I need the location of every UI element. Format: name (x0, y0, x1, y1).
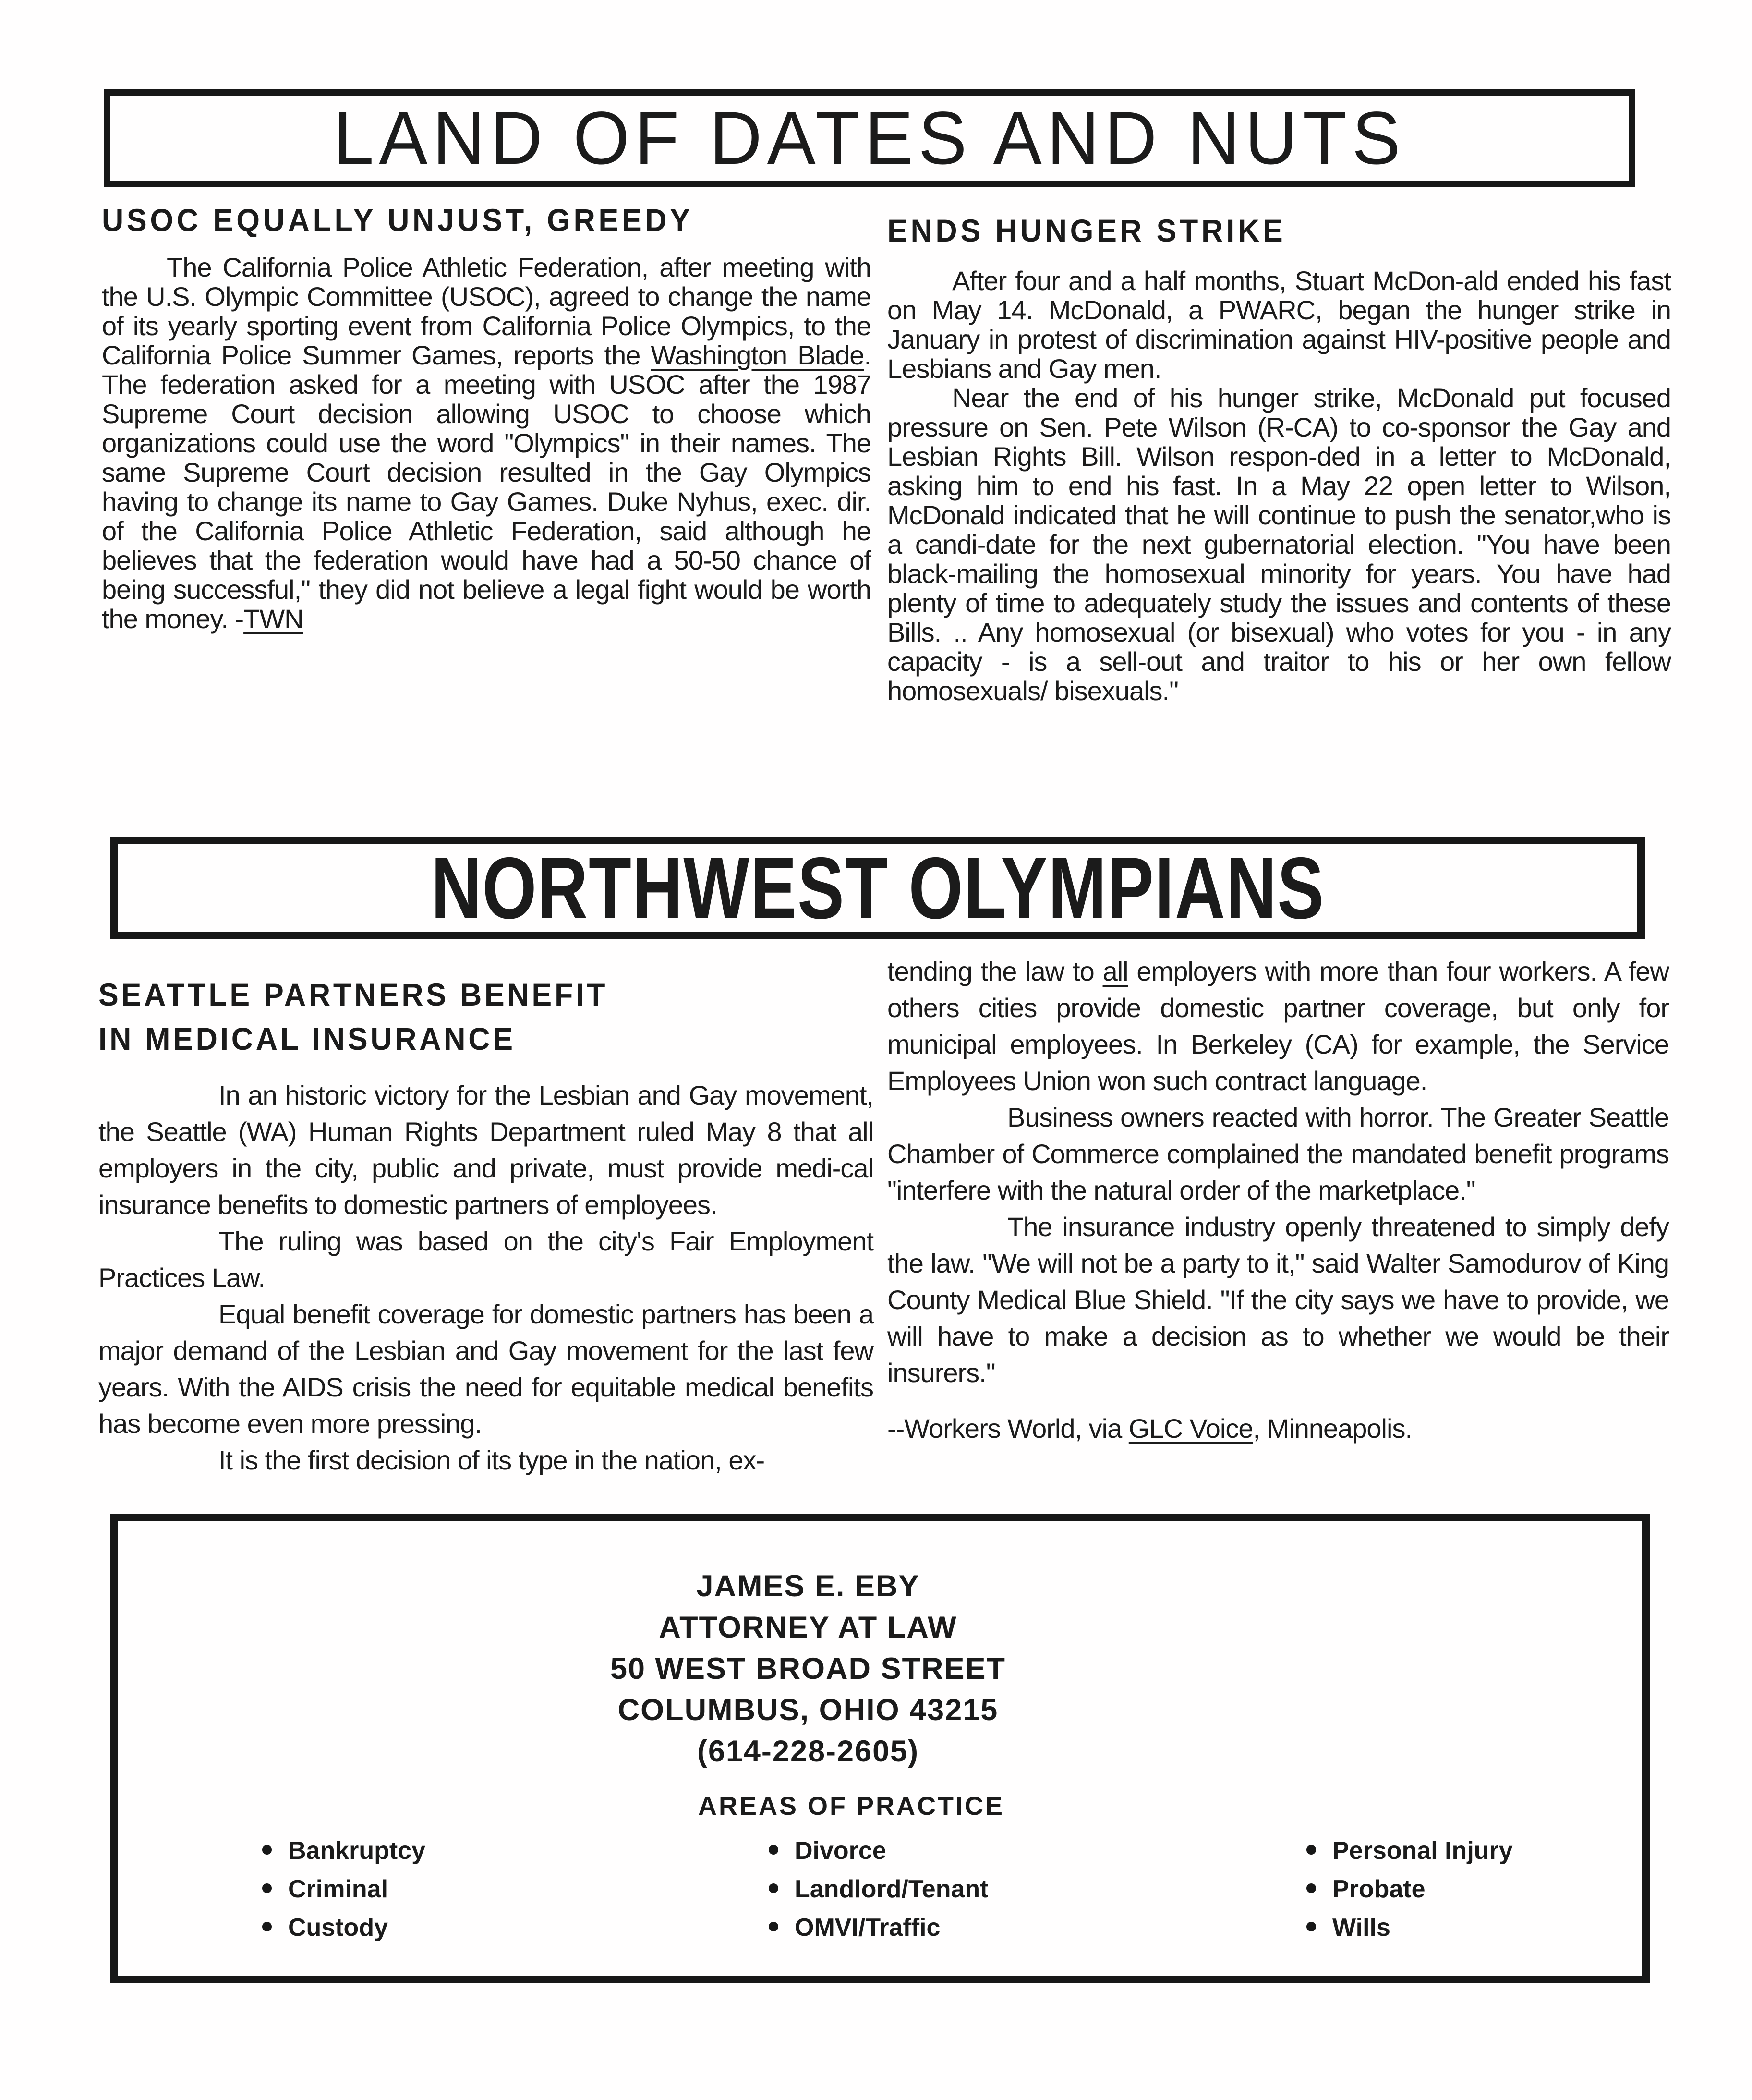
bullet-icon (262, 1883, 272, 1893)
practice-label: Bankruptcy (288, 1837, 426, 1865)
text-run: The California Police Athletic Federation, after meeting with the U.S. Olympic Committee (USOC), agreed to change the name of its yearly sporting event from California Police Olympics, to the California Police Summer Games, reports the (102, 252, 871, 370)
attorney-ad-address-block (118, 1566, 1498, 1772)
practice-label: Criminal (288, 1875, 388, 1903)
usoc-paragraph (102, 253, 871, 633)
bullet-icon (262, 1845, 272, 1855)
bullet-icon (769, 1922, 778, 1931)
attorney-name: JAMES E. EBY (696, 1569, 920, 1603)
bullet-icon (1306, 1883, 1316, 1893)
glc-voice-underlined: GLC Voice (1128, 1413, 1253, 1444)
section-title-land-of-dates: LAND OF DATES AND NUTS (333, 96, 1406, 180)
attorney-phone: (614-228-2605) (697, 1735, 919, 1768)
practice-label: OMVI/Traffic (795, 1914, 941, 1942)
washington-blade-underlined: Washington Blade (651, 340, 864, 370)
practice-item (262, 1914, 425, 1941)
seattle-article-right-column (887, 953, 1669, 1447)
twn-credit-underlined: TWN (243, 604, 303, 634)
bullet-icon (769, 1845, 778, 1855)
practice-label: Divorce (795, 1837, 886, 1865)
practice-item (1306, 1837, 1513, 1864)
seattle-source-credit (887, 1410, 1669, 1447)
section-title-northwest-olympians: NORTHWEST OLYMPIANS (431, 839, 1325, 937)
land-of-dates-header-box (104, 89, 1635, 187)
bullet-icon (769, 1883, 778, 1893)
hunger-strike-paragraph-1: After four and a half months, Stuart McDon-ald ended his fast on May 14. McDonald, a PWARC, began the hunger strike in January in protest of discrimination against HIV-positive people and Lesbians and Gay men. (887, 266, 1671, 384)
northwest-olympians-header-box (110, 837, 1645, 939)
practice-item (1306, 1876, 1513, 1903)
seattle-headline-line1: SEATTLE PARTNERS BENEFIT (98, 977, 608, 1012)
bullet-icon (1306, 1922, 1316, 1931)
practice-column-3 (1306, 1837, 1513, 1953)
seattle-paragraph-7: The insurance industry openly threatened to simply defy the law. "We will not be a party to it," said Walter Samodurov of King County Medical Blue Shield. "If the city says we have to provide, we will have to make a decision as to whether we would be their insurers." (887, 1212, 1669, 1388)
text-run: . The federation asked for a meeting with USOC after the 1987 Supreme Court decision allowing USOC to choose which organizations could use the word "Olympics" in their names. The same Supreme Court decision resulted in the Gay Olympics having to change its name to Gay Games. Duke Nyhus, exec. dir. of the California Police Athletic Federation, said although he believes that the federation would have had a 50-50 chance of being successful," they did not believe a legal fight would be worth the money. - (102, 340, 871, 634)
seattle-article-left-column (98, 972, 873, 1479)
seattle-paragraph-4: It is the first decision of its type in the nation, ex- (218, 1445, 765, 1475)
text-run: tending the law to (887, 956, 1103, 986)
practice-label: Custody (288, 1914, 388, 1942)
text-run: employers with more than four workers. A few others cities provide domestic partner coverage, but only for municipal employees. In Berkeley (CA) for example, the Service Employees Union won such contract language. (887, 956, 1669, 1096)
all-underlined: all (1102, 956, 1128, 986)
text-run: , Minneapolis. (1253, 1413, 1412, 1444)
attorney-street: 50 WEST BROAD STREET (610, 1652, 1006, 1686)
practice-item (262, 1876, 425, 1903)
seattle-paragraph-3: Equal benefit coverage for domestic partners has been a major demand of the Lesbian and Gay movement for the last few years. With the AIDS crisis the need for equitable medical benefits has become even more pressing. (98, 1299, 873, 1439)
attorney-ad-box (110, 1514, 1650, 1983)
hunger-strike-paragraph-2: Near the end of his hunger strike, McDonald put focused pressure on Sen. Pete Wilson (R-CA) to co-sponsor the Gay and Lesbian Rights Bill. Wilson respon-ded in a letter to McDonald, asking him to end his fast. In a May 22 open letter to Wilson, McDonald indicated that he will continue to push the senator,who is a candi-date for the next gubernatorial election. "You have been black-mailing the homosexual minority for years. You have had plenty of time to adequately study the issues and contents of these Bills. .. Any homosexual (or bisexual) who votes for you - in any capacity - is a sell-out and traitor to his or her own fellow homosexuals/ bisexuals." (887, 383, 1671, 706)
practice-item (769, 1837, 988, 1864)
areas-of-practice-title: AREAS OF PRACTICE (698, 1792, 1005, 1821)
seattle-paragraph-6: Business owners reacted with horror. The Greater Seattle Chamber of Commerce complained the mandated benefit programs "interfere with the natural order of the marketplace." (887, 1102, 1669, 1205)
seattle-paragraph-1: In an historic victory for the Lesbian and Gay movement, the Seattle (WA) Human Rights Department ruled May 8 that all employers in the city, public and private, must provide medi-cal insurance benefits to domestic partners of employees. (98, 1080, 873, 1220)
usoc-article (102, 202, 871, 633)
practice-item (769, 1914, 988, 1941)
seattle-headline (98, 972, 834, 1061)
practice-item (1306, 1914, 1513, 1941)
hunger-strike-headline: ENDS HUNGER STRIKE (887, 213, 1286, 248)
text-run: --Workers World, via (887, 1413, 1129, 1444)
hunger-strike-article (887, 212, 1671, 705)
practice-item (769, 1876, 988, 1903)
practice-label: Landlord/Tenant (795, 1875, 989, 1903)
practice-item (262, 1837, 425, 1864)
usoc-headline: USOC EQUALLY UNJUST, GREEDY (102, 202, 693, 238)
practice-column-2 (769, 1837, 988, 1953)
practice-label: Personal Injury (1332, 1837, 1513, 1865)
bullet-icon (262, 1922, 272, 1931)
practice-label: Wills (1332, 1914, 1390, 1942)
attorney-city: COLUMBUS, OHIO 43215 (617, 1693, 999, 1727)
seattle-paragraph-5 (887, 953, 1669, 1099)
seattle-headline-line2: IN MEDICAL INSURANCE (98, 1021, 516, 1056)
practice-label: Probate (1332, 1875, 1426, 1903)
seattle-paragraph-2: The ruling was based on the city's Fair Employment Practices Law. (98, 1226, 873, 1293)
attorney-title: ATTORNEY AT LAW (659, 1611, 957, 1644)
practice-column-1 (262, 1837, 425, 1953)
bullet-icon (1306, 1845, 1316, 1855)
